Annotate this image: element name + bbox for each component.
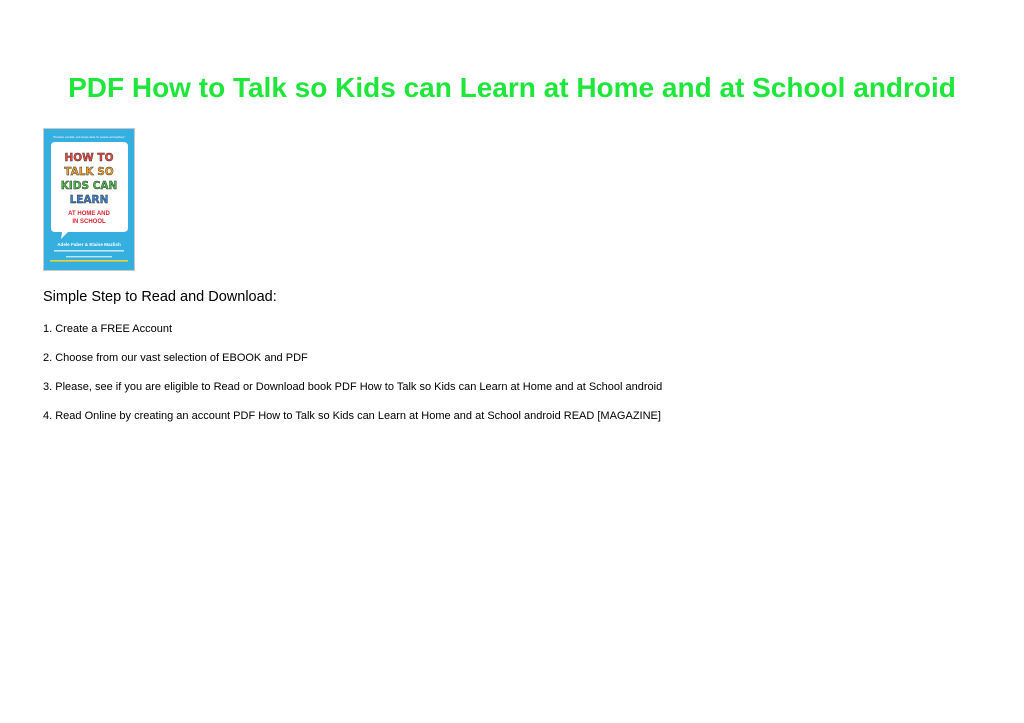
steps-heading: Simple Step to Read and Download: [43, 289, 277, 305]
cover-title-line-1: HOW TO [64, 152, 114, 164]
cover-title-line-2: TALK SO [64, 166, 114, 178]
cover-author-credit-line [54, 250, 124, 252]
cover-tagline: "Practical, sensible, and simple ideas for parents and teachers" [52, 136, 126, 139]
cover-footer-line-2 [50, 260, 128, 262]
step-item: 2. Choose from our vast selection of EBOOK and PDF [43, 352, 308, 364]
step-item: 3. Please, see if you are eligible to Read or Download book PDF How to Talk so Kids can Learn at Home and at School android [43, 381, 663, 393]
book-cover-image [43, 128, 135, 271]
cover-subtitle-line-1: AT HOME AND [68, 211, 110, 217]
step-item: 1. Create a FREE Account [43, 323, 173, 335]
cover-authors: Adele Faber & Elaine Mazlish [57, 242, 121, 247]
cover-title-line-4: LEARN [69, 194, 109, 206]
cover-title-line-3: KIDS CAN [60, 180, 118, 192]
step-item: 4. Read Online by creating an account PDF How to Talk so Kids can Learn at Home and at School android READ [MAGAZINE] [43, 410, 661, 422]
page-title: PDF How to Talk so Kids can Learn at Home and at School android [68, 72, 956, 103]
cover-subtitle-line-2: IN SCHOOL [72, 219, 106, 225]
cover-footer-line-1 [66, 256, 112, 257]
